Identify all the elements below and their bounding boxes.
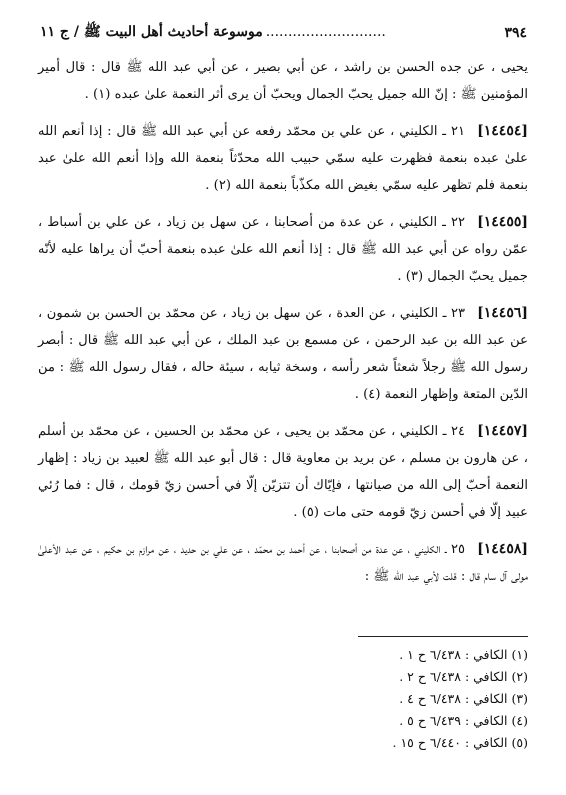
paragraph-continued bbox=[38, 54, 528, 108]
footnote: (٣) الكافي : ٦/٤٣٨ ح ٤ . bbox=[399, 691, 528, 706]
hadith-number: [١٤٤٥٨] bbox=[477, 541, 528, 557]
hadith-entry bbox=[38, 536, 528, 590]
running-title bbox=[40, 23, 389, 43]
page-number: ٣٩٤ bbox=[504, 25, 527, 41]
footnote: (٤) الكافي : ٦/٤٣٩ ح ٥ . bbox=[399, 713, 528, 728]
leader-dots: ........................... bbox=[265, 24, 386, 40]
footnote: (١) الكافي : ٦/٤٣٨ ح ١ . bbox=[399, 647, 528, 662]
hadith-number: [١٤٤٥٦] bbox=[477, 305, 528, 321]
hadith-entry bbox=[38, 118, 528, 199]
footnote: (٢) الكافي : ٦/٤٣٨ ح ٢ . bbox=[399, 669, 528, 684]
paragraph-text: يحيى ، عن جده الحسن بن راشد ، عن أبي بصير ، عن أبي عبد الله ﷺ قال : قال أمير المؤمنين ﷺ : إنّ الله جميل يحبّ الجمال ويحبّ أن يرى أثر النعمة علىٰ عبده (١) . bbox=[38, 60, 528, 102]
hadith-number: [١٤٤٥٥] bbox=[477, 214, 528, 230]
footnote: (٥) الكافي : ٦/٤٤٠ ح ١٥ . bbox=[392, 735, 528, 750]
hadith-text: ٢٥ ـ الكليني ، عن عدة من أصحابنا ، عن أحمد بن محمّد ، عن علي بن حديد ، عن مرازم بن حكيم ، عن عبد الأعلىٰ مولى آل سام قال : قلت لأبي عبد الله ﷺ : bbox=[38, 542, 528, 584]
running-title-text: موسوعة أحاديث أهل البيت ﷺ / ج ١١ bbox=[40, 24, 263, 40]
hadith-text: ٢٤ ـ الكليني ، عن محمّد بن يحيى ، عن محمّد بن الحسين ، عن محمّد بن أسلم ، عن هارون بن مسلم ، عن بريد بن معاوية قال : قال أبو عبد الله ﷺ لعبيد بن زياد : إظهار النعمة أحبّ إلى الله من صيانتها ، فإيّاك أن تتزيّن إلّا في أحسن زيّ قومك ، قال : فما رُئي عبيد إلّا في أحسن زيّ قومه حتى مات (٥) . bbox=[38, 424, 528, 520]
footnotes bbox=[228, 644, 528, 754]
running-header bbox=[40, 20, 527, 46]
hadith-text: ٢٢ ـ الكليني ، عن عدة من أصحابنا ، عن سهل بن زياد ، عن علي بن أسباط ، عمّن رواه عن أبي عبد الله ﷺ قال : إذا أنعم الله علىٰ عبده بنعمة أحبّ أن يراها عليه لأنّه جميل يحبّ الجمال (٣) . bbox=[38, 215, 528, 284]
hadith-text: ٢١ ـ الكليني ، عن علي بن محمّد رفعه عن أبي عبد الله ﷺ قال : إذا أنعم الله علىٰ عبده بنعمة فظهرت عليه سمّي حبيب الله محدّثاً بنعمة الله وإذا أنعم الله علىٰ عبد بنعمة فلم تظهر عليه سمّي بغيض الله مكذّباً بنعمة الله (٢) . bbox=[38, 124, 528, 193]
hadith-number: [١٤٤٥٧] bbox=[477, 423, 528, 439]
footnote-divider bbox=[358, 636, 528, 637]
hadith-number: [١٤٤٥٤] bbox=[477, 123, 528, 139]
hadith-entry bbox=[38, 300, 528, 408]
hadith-entry bbox=[38, 418, 528, 526]
body-text bbox=[38, 54, 528, 600]
hadith-entry bbox=[38, 209, 528, 290]
hadith-text: ٢٣ ـ الكليني ، عن العدة ، عن سهل بن زياد ، عن محمّد بن الحسن بن شمون ، عن عبد الله بن عبد الرحمن ، عن مسمع بن عبد الملك ، عن أبي عبد الله ﷺ قال : أبصر رسول الله ﷺ رجلاً شعثاً شعر رأسه ، وسخة ثيابه ، سيئة حاله ، فقال رسول الله ﷺ : من الدّين المتعة وإظهار النعمة (٤) . bbox=[38, 306, 528, 402]
